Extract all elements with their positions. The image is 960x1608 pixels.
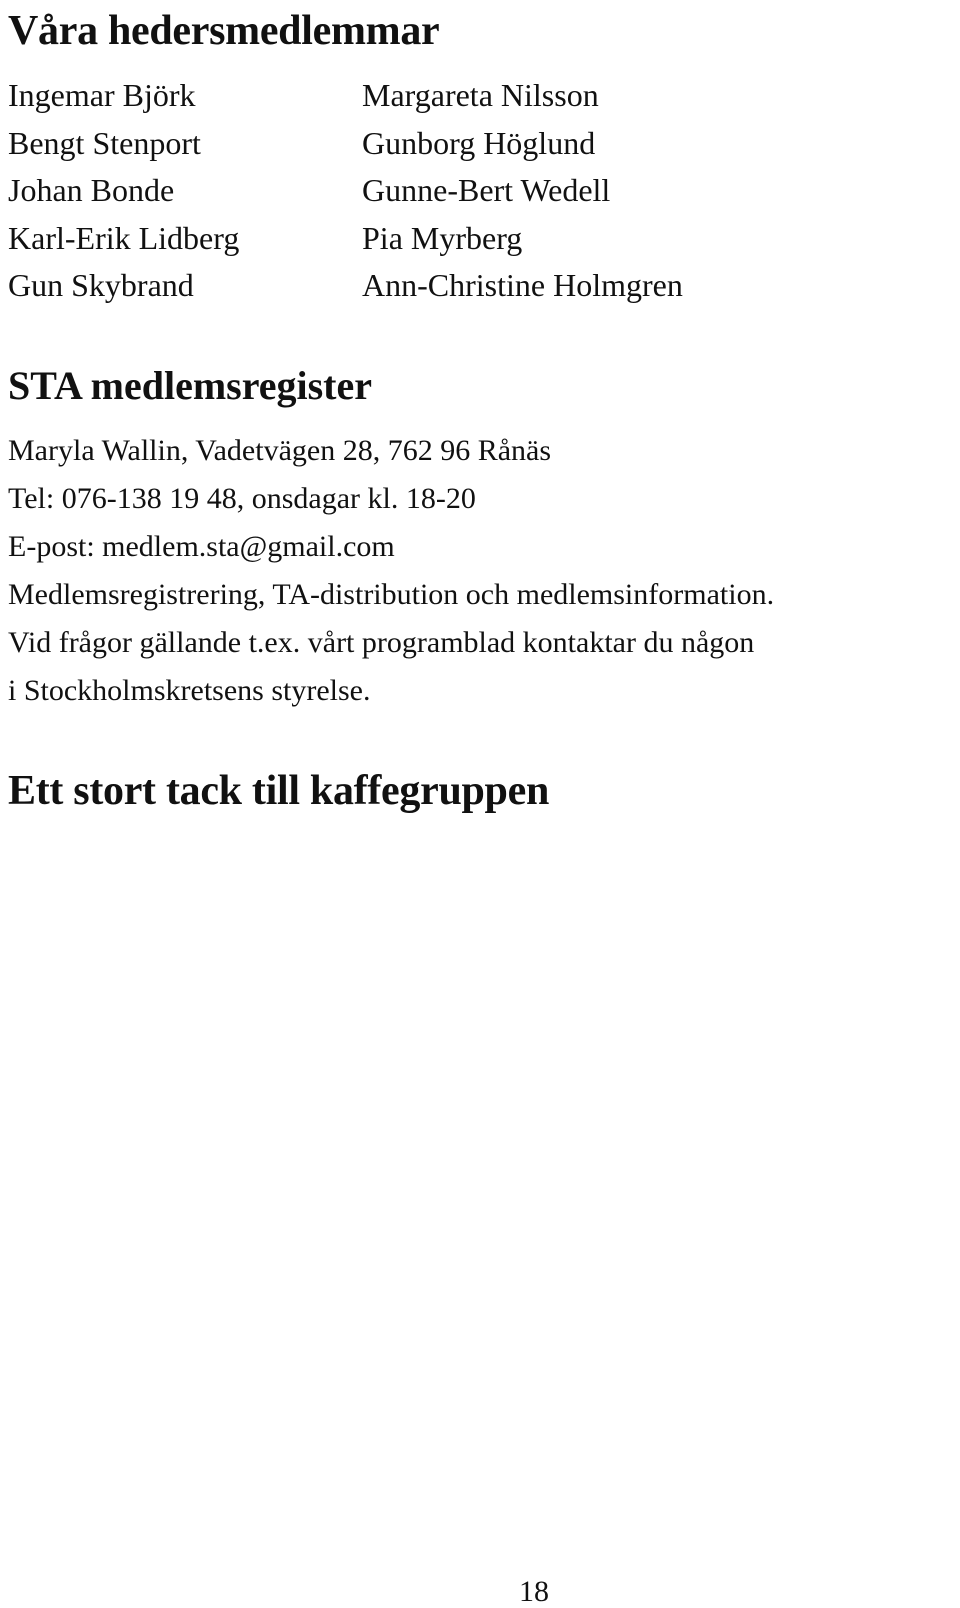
honorary-member-name: Gunborg Höglund bbox=[362, 124, 596, 161]
register-email: E-post: medlem.sta@gmail.com bbox=[8, 530, 395, 563]
page-number: 18 bbox=[519, 1575, 549, 1608]
honorary-members-right-column bbox=[362, 72, 683, 310]
register-contact-line: Vid frågor gällande t.ex. vårt programblad kontaktar du någon bbox=[8, 626, 755, 659]
honorary-member-name: Ann-Christine Holmgren bbox=[362, 267, 683, 303]
register-address: Maryla Wallin, Vadetvägen 28, 762 96 Rånäs bbox=[8, 434, 552, 467]
honorary-member-name: Karl-Erik Lidberg bbox=[8, 219, 240, 256]
member-register-info bbox=[8, 427, 774, 715]
member-register-title: STA medlemsregister bbox=[8, 363, 373, 408]
honorary-member-name: Ingemar Björk bbox=[8, 77, 196, 113]
honorary-members-title: Våra hedersmedlemmar bbox=[8, 8, 440, 54]
honorary-member-name: Pia Myrberg bbox=[362, 219, 523, 256]
honorary-member-name: Margareta Nilsson bbox=[362, 77, 599, 113]
honorary-members-left-column bbox=[8, 72, 239, 310]
honorary-member-name: Johan Bonde bbox=[8, 172, 175, 208]
register-contact-line: i Stockholmskretsens styrelse. bbox=[8, 674, 371, 707]
honorary-member-name: Gunne-Bert Wedell bbox=[362, 172, 611, 208]
register-description: Medlemsregistrering, TA-distribution och medlemsinformation. bbox=[8, 578, 775, 611]
honorary-member-name: Gun Skybrand bbox=[8, 267, 194, 303]
coffee-group-thanks-title: Ett stort tack till kaffegruppen bbox=[8, 768, 550, 814]
honorary-member-name: Bengt Stenport bbox=[8, 124, 201, 161]
register-phone: Tel: 076-138 19 48, onsdagar kl. 18-20 bbox=[8, 482, 476, 515]
